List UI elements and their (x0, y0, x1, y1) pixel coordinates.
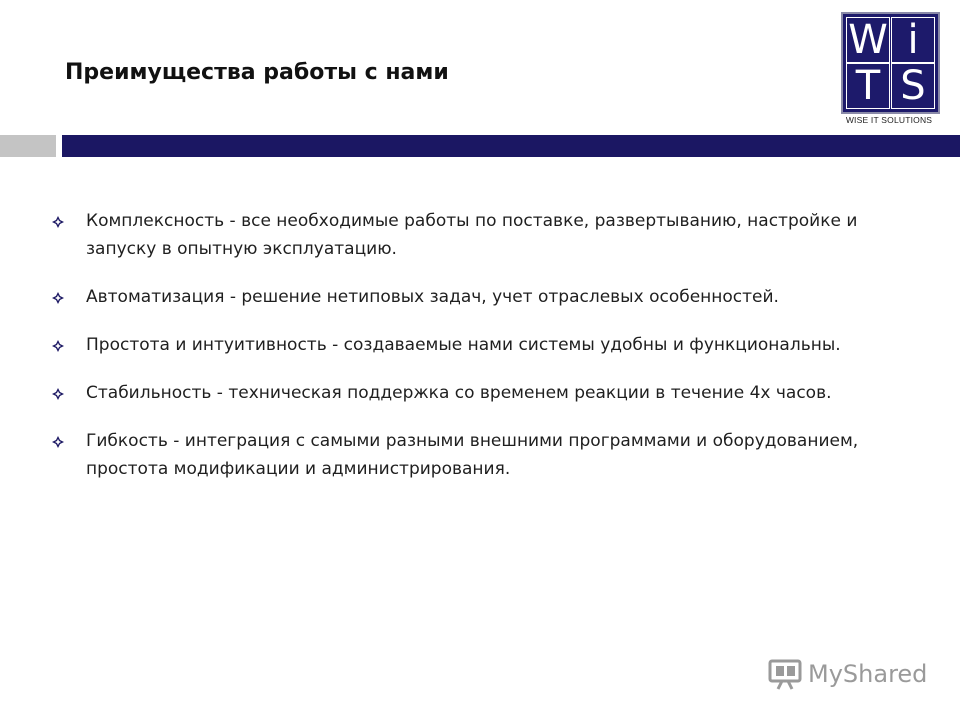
bullet-item (52, 283, 932, 311)
bullet-text: Стабильность - техническая поддержка со временем реакции в течение 4х часов. (86, 383, 832, 403)
bullet-text: Автоматизация - решение нетиповых задач, учет отраслевых особенностей. (86, 287, 779, 307)
bullet-text: Гибкость - интеграция с самыми разными внешними программами и оборудованием, простота модификации и администрирования. (86, 431, 859, 479)
slide-title: Преимущества работы с нами (65, 60, 449, 85)
logo-letter-s: S (891, 63, 935, 109)
bullet-item (52, 427, 932, 483)
bullet-list (52, 207, 932, 503)
logo-letter-t: T (846, 63, 890, 109)
diamond-bullet-icon (52, 436, 64, 448)
logo-letter-i: i (891, 17, 935, 63)
presentation-screen-icon (768, 657, 802, 691)
wits-logo (834, 8, 944, 128)
diamond-bullet-icon (52, 292, 64, 304)
bullet-item (52, 379, 932, 407)
bullet-item (52, 207, 932, 263)
logo-letter-w: W (846, 17, 890, 63)
diamond-bullet-icon (52, 216, 64, 228)
header-bar-gray (0, 135, 56, 157)
bullet-text: Комплексность - все необходимые работы по поставке, развертыванию, настройке и запуску в опытную эксплуатацию. (86, 211, 858, 259)
logo-box (841, 12, 940, 114)
bullet-item (52, 331, 932, 359)
header-bar-navy (62, 135, 960, 157)
watermark-text: MyShared (808, 660, 928, 688)
bullet-text: Простота и интуитивность - создаваемые нами системы удобны и функциональны. (86, 335, 841, 355)
logo-caption: WISE IT SOLUTIONS (845, 115, 933, 125)
diamond-bullet-icon (52, 340, 64, 352)
myshared-watermark (768, 656, 927, 692)
diamond-bullet-icon (52, 388, 64, 400)
